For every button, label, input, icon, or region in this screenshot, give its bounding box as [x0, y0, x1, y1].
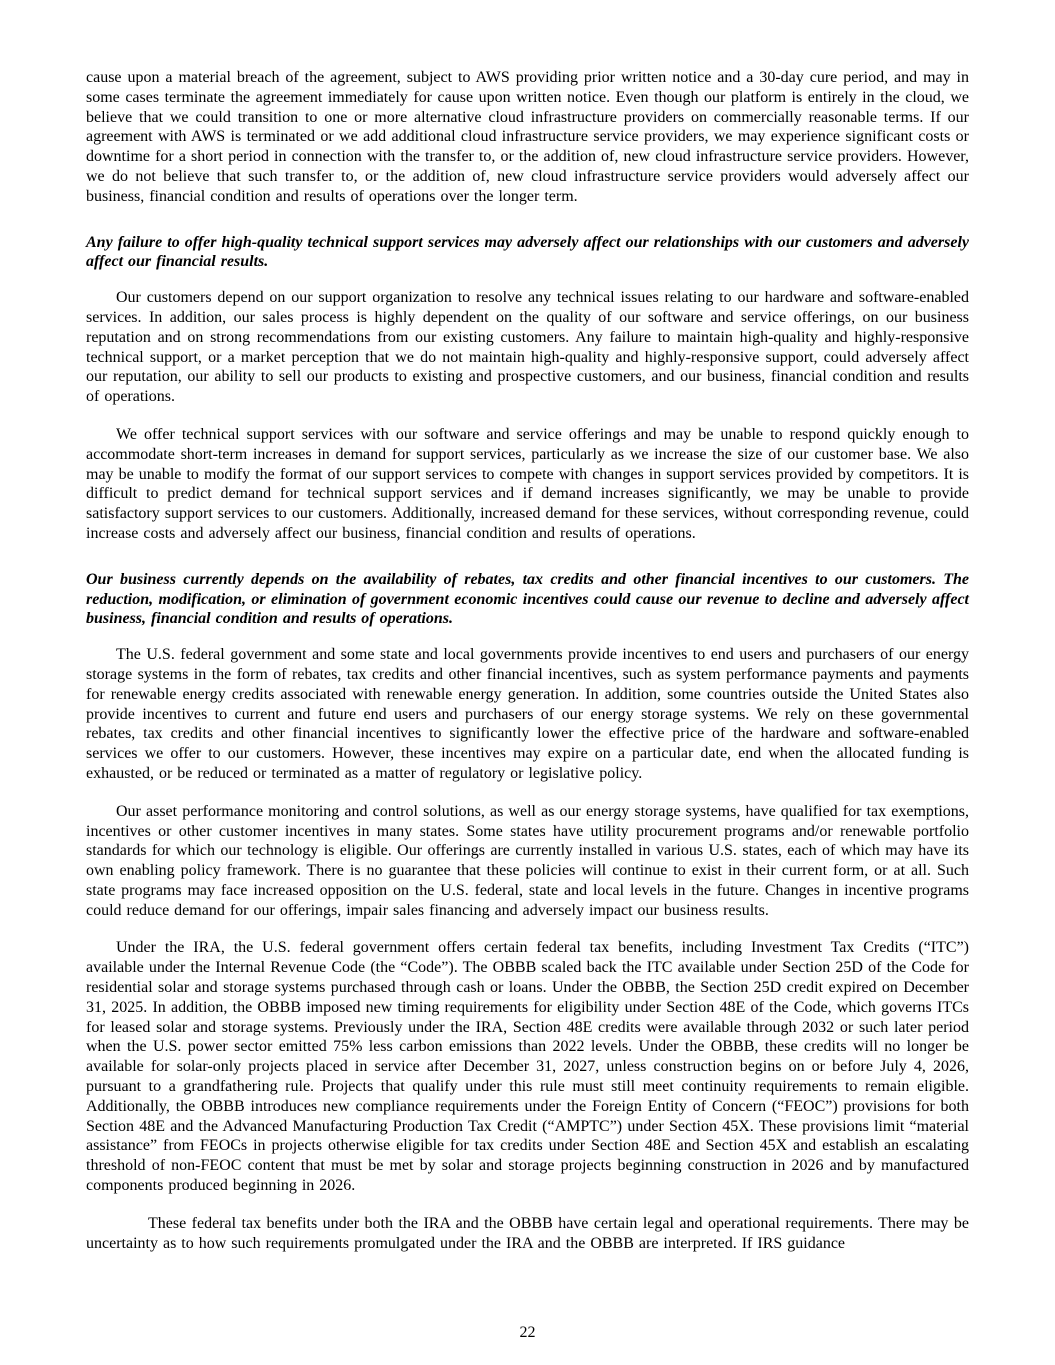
body-paragraph-ira-obbb: Under the IRA, the U.S. federal government offers certain federal tax benefits, including Investment Tax Credits (“ITC”) available under the Internal Revenue Code (the “Code”). The OBBB scaled back the ITC available under Section 25D of the Code for residential solar and storage systems purchased through cash or loans. Under the OBBB, the Section 25D credit expired on December 31, 2025. In addition, the OBBB imposed new timing requirements for eligibility under Section 48E of the Code, which governs ITCs for leased solar and storage systems. Previously under the IRA, Section 48E credits were available through 2032 or such later period when the U.S. power sector emitted 75% less carbon emissions than 2022 levels. Under the OBBB, these credits will no longer be available for solar-only projects placed in service after December 31, 2027, unless construction begins on or before July 4, 2026, pursuant to a grandfathering rule. Projects that qualify under this rule must still meet continuity requirements to remain eligible. Additionally, the OBBB introduces new compliance requirements under the Foreign Entity of Concern (“FEOC”) provisions for both Section 48E and the Advanced Manufacturing Production Tax Credit (“AMPTC”) under Section 45X. These provisions limit “material assistance” from FEOCs in projects otherwise eligible for tax credits under Section 48E and Section 45X and establish an escalating threshold of non-FEOC content that must be met by solar and storage projects beginning construction in 2026 and by manufactured components produced beginning in 2026.	[86, 939, 969, 1195]
body-paragraph-support-demand: We offer technical support services with our software and service offerings and may be unable to respond quickly enough to accommodate short-term increases in demand for support services, particularly as we increase the size of our customer base. We also may be unable to modify the format of our support services to compete with changes in support services provided by competitors. It is difficult to predict demand for technical support services and if demand increases significantly, we may be unable to provide satisfactory support services to our customers. Additionally, increased demand for these services, without corresponding revenue, could increase costs and adversely affect our business, financial condition and results of operations.	[86, 425, 969, 542]
page-footer	[86, 1315, 969, 1343]
document-content	[86, 68, 969, 1315]
body-paragraph-state-programs: Our asset performance monitoring and control solutions, as well as our energy storage systems, have qualified for tax exemptions, incentives or other customer incentives in many states. Some states have utility procurement programs and/or renewable portfolio standards for which our technology is eligible. Our offerings are currently installed in various U.S. states, each of which may have its own enabling policy framework. There is no guarantee that these policies will continue to exist in their current form, or at all. Such state programs may face increased opposition on the U.S. federal, state and local levels in the future. Changes in incentive programs could reduce demand for our offerings, impair sales financing and adversely impact our business results.	[86, 802, 969, 919]
risk-factor-heading-incentives: Our business currently depends on the availability of rebates, tax credits and other financial incentives to our customers. The reduction, modification, or elimination of government economic incentives could cause our revenue to decline and adversely affect business, financial condition and results of operations.	[86, 570, 969, 628]
body-paragraph-customer-support: Our customers depend on our support organization to resolve any technical issues relating to our hardware and software-enabled services. In addition, our sales process is highly dependent on the quality of our software and service offerings, on our business reputation and on strong recommendations from our existing customers. Any failure to maintain high-quality and highly-responsive technical support, or a market perception that we do not maintain high-quality and highly-responsive support, could adversely affect our reputation, our ability to sell our products to existing and prospective customers, and our business, financial condition and results of operations.	[86, 289, 969, 406]
continuation-paragraph-aws: cause upon a material breach of the agreement, subject to AWS providing prior written notice and a 30-day cure period, and may in some cases terminate the agreement immediately for cause upon written notice. Even though our platform is entirely in the cloud, we believe that we could transition to one or more alternative cloud infrastructure providers on commercially reasonable terms. If our agreement with AWS is terminated or we add additional cloud infrastructure service providers, we may experience significant costs or downtime for a short period in connection with the transfer to, or the addition of, new cloud infrastructure service providers. However, we do not believe that such transfer to, or the addition of, new cloud infrastructure service providers would adversely affect our business, financial condition and results of operations over the longer term.	[86, 69, 969, 205]
body-paragraph-federal-tax-benefits: These federal tax benefits under both the IRA and the OBBB have certain legal and operational requirements. There may be uncertainty as to how such requirements promulgated under the IRA and the OBBB are interpreted. If IRS guidance	[86, 1214, 969, 1252]
risk-factor-heading-technical-support: Any failure to offer high-quality technical support services may adversely affect our relationships with our customers and adversely affect our financial results.	[86, 233, 969, 271]
page-number: 22	[519, 1324, 536, 1342]
body-paragraph-government-incentives: The U.S. federal government and some state and local governments provide incentives to end users and purchasers of our energy storage systems in the form of rebates, tax credits and other financial incentives, such as system performance payments and payments for renewable energy credits associated with renewable energy generation. In addition, some countries outside the United States also provide incentives to current and future end users and purchasers of our energy storage systems. We rely on these governmental rebates, tax credits and other financial incentives to significantly lower the effective price of the hardware and software-enabled services we offer to our customers. However, these incentives may expire on a particular date, end when the allocated funding is exhausted, or be reduced or terminated as a matter of regulatory or legislative policy.	[86, 646, 969, 782]
